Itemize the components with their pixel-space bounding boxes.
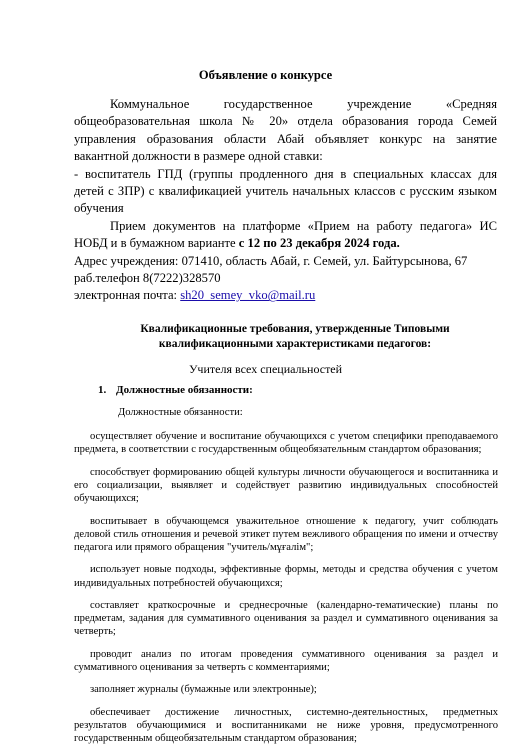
duty-item: осуществляет обучение и воспитание обучающихся с учетом специфики преподаваемого предмета, в соответствии с государственным общеобязательным стандартом образования; [74,431,498,456]
email-label: электронная почта: [74,288,181,303]
work-phone: раб.телефон 8(7222)328570 [74,271,221,286]
duty-item: обеспечивает достижение личностных, системно-деятельностных, предметных результатов обучающимися и воспитанниками не ниже уровня, предусмотренного государственным общеобязательным стандартом образования; [74,706,498,745]
announcement-title: Объявление о конкурсе [198,68,333,82]
duty-item: способствует формированию общей культуры личности обучающегося и воспитанника и его социализации, выявляет и содействует развитию индивидуальных способностей обучающихся; [74,466,498,505]
institution-address: Адрес учреждения: 071410, область Абай, г. Семей, ул. Байтурсынова, 67 [74,253,468,268]
duty-item: воспитывает в обучающемся уважительное отношение к педагогу, учит соблюдать деловой стиль отношения и речевой этикет путем вежливого обращения по имени и отчеству педагога или прямого обращения "учитель/мұғалім"; [74,515,498,553]
vacancy-position: - воспитатель ГПД (группы продленного дня в специальных классах для детей с ЗПР) с квалификацией учитель начальных классов с русским языком обучения [74,166,497,216]
duty-item: заполняет журналы (бумажные или электронные); [90,684,317,696]
qualification-subtitle: Учителя всех специальностей [188,362,343,376]
section-heading [98,384,253,396]
duties-label: Должностные обязанности: [118,407,243,418]
duty-item: составляет краткосрочные и среднесрочные (календарно-тематические) планы по предметам, задания для суммативного оценивания за раздел и суммативного оценивания за четверть; [74,599,498,638]
section-number: 1. [98,384,107,396]
announcement-body [74,96,497,305]
duty-item: проводит анализ по итогам проведения суммативного оценивания за раздел и суммативного оценивания за четверть с комментариями; [74,648,498,673]
email-line [74,287,497,304]
reception-dates: с 12 по 23 декабря 2024 года. [238,236,400,251]
qualification-title: Квалификационные требования, утвержденные Типовыми квалификационными характеристиками педагогов: [140,323,450,350]
duties-list [74,406,498,755]
section-title: Должностные обязанности: [116,384,253,396]
email-link[interactable]: sh20_semey_vko@mail.ru [180,288,316,303]
reception-text: Прием документов на платформе «Прием на работу педагога» ИС НОБД и в бумажном варианте [74,218,497,251]
document-reception [74,218,497,253]
announcement-intro: Коммунальное государственное учреждение «Средняя общеобразовательная школа № 20» отдела образования города Семей управления образования области Абай объявляет конкурс на занятие вакантной должности в размере одной ставки: [74,97,497,164]
duty-item: использует новые подходы, эффективные формы, методы и средства обучения с учетом индивидуальных потребностей обучающихся; [74,564,498,589]
